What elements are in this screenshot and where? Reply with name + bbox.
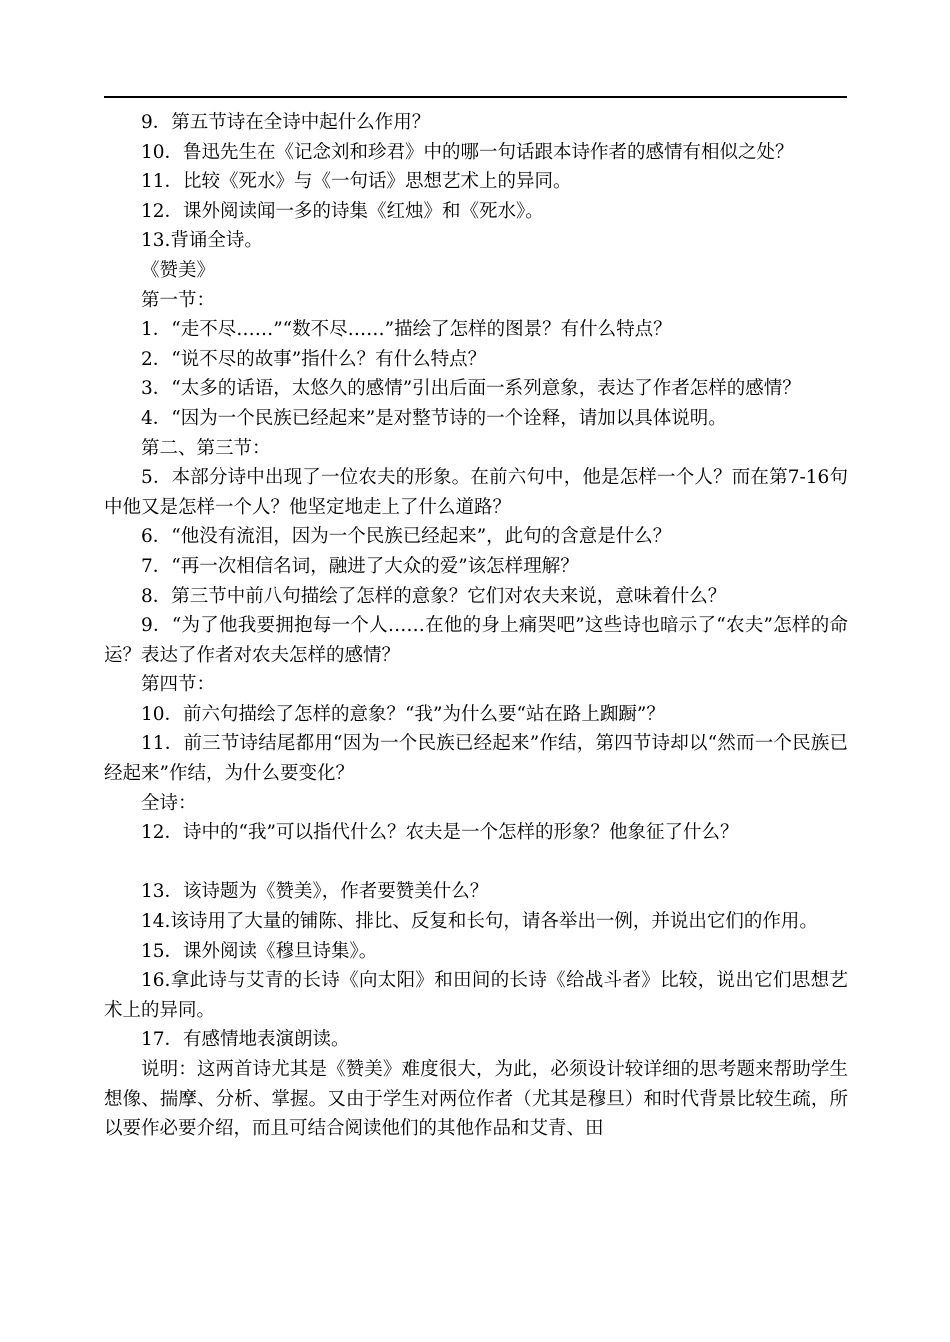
zanmei-question-15: 15．课外阅读《穆旦诗集》。	[141, 940, 378, 962]
zanmei-question-7: 7．“再一次相信名词，融进了大众的爱”该怎样理解？	[141, 555, 579, 577]
explanation-note: 说明：这两首诗尤其是《赞美》难度很大，为此，必须设计较详细的思考题来帮助学生想像、揣摩、分析、掌握。又由于学生对两位作者（尤其是穆旦）和时代背景比较生疏，所以要作必要介绍，而且可结合阅读他们的其他作品和艾青、田	[104, 1059, 848, 1140]
zanmei-question-8: 8．第三节中前八句描绘了怎样的意象？它们对农夫来说，意味着什么？	[141, 585, 727, 607]
zanmei-question-4: 4．“因为一个民族已经起来”是对整节诗的一个诠释，请加以具体说明。	[141, 407, 727, 429]
section-heading-1: 第一节：	[141, 289, 216, 311]
question-10-lu-xun: 10．鲁迅先生在《记念刘和珍君》中的哪一句话跟本诗作者的感情有相似之处？	[141, 141, 794, 163]
zanmei-question-2: 2．“说不尽的故事”指什么？有什么特点？	[141, 348, 487, 370]
header-rule	[104, 96, 847, 98]
blank-line	[104, 848, 848, 878]
zanmei-question-16: 16.拿此诗与艾青的长诗《向太阳》和田间的长诗《给战斗者》比较，说出它们思想艺术上的异同。	[104, 970, 848, 1021]
zanmei-question-11: 11．前三节诗结尾都用“因为一个民族已经起来”作结，第四节诗却以“然而一个民族已经起来”作结，为什么要变化？	[104, 733, 848, 785]
question-12-reading: 12．课外阅读闻一多的诗集《红烛》和《死水》。	[141, 200, 544, 222]
section-heading-whole: 全诗：	[141, 792, 197, 814]
question-9-death-water: 9．第五节诗在全诗中起什么作用？	[141, 112, 431, 133]
question-13-recite: 13.背诵全诗。	[141, 230, 263, 252]
zanmei-question-9: 9．“为了他我要拥抱每一个人……在他的身上痛哭吧”这些诗也暗示了“农夫”怎样的命运？表达了作者对农夫怎样的感情？	[104, 615, 848, 666]
zanmei-question-5: 5．本部分诗中出现了一位农夫的形象。在前六句中，他是怎样一个人？而在第7-16句中他又是怎样一个人？他坚定地走上了什么道路？	[104, 467, 848, 518]
poem-title-zanmei: 《赞美》	[141, 259, 216, 281]
zanmei-question-12: 12．诗中的“我”可以指代什么？农夫是一个怎样的形象？他象征了什么？	[141, 822, 739, 844]
zanmei-question-13: 13．该诗题为《赞美》，作者要赞美什么？	[141, 881, 489, 903]
section-heading-4: 第四节：	[141, 674, 216, 696]
zanmei-question-10: 10．前六句描绘了怎样的意象？“我”为什么要“站在路上踟蹰”？	[141, 703, 665, 725]
zanmei-question-14: 14.该诗用了大量的铺陈、排比、反复和长句，请各举出一例，并说出它们的作用。	[141, 911, 818, 933]
zanmei-question-17: 17．有感情地表演朗读。	[141, 1029, 350, 1051]
zanmei-question-1: 1．“走不尽……”“数不尽……”描绘了怎样的图景？有什么特点？	[141, 319, 672, 341]
zanmei-question-6: 6．“他没有流泪，因为一个民族已经起来”，此句的含意是什么？	[141, 526, 672, 548]
section-heading-2-3: 第二、第三节：	[141, 437, 271, 459]
document-body	[104, 108, 848, 1144]
question-11-compare: 11．比较《死水》与《一句话》思想艺术上的异同。	[141, 171, 572, 193]
zanmei-question-3: 3．“太多的话语，太悠久的感情”引出后面一系列意象，表达了作者怎样的感情？	[141, 378, 801, 400]
